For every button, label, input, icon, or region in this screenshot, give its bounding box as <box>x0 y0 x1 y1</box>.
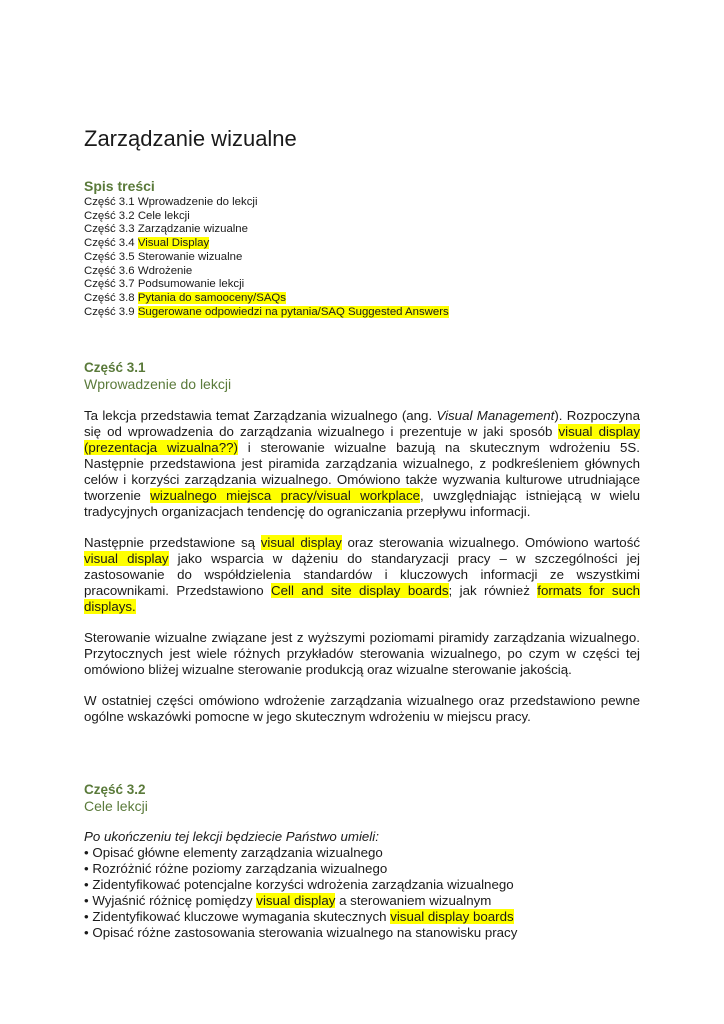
text-run: Następnie przedstawione są <box>84 535 261 551</box>
highlighted-text: visual display <box>84 551 169 567</box>
toc-item-prefix: Część 3.3 <box>84 223 138 236</box>
objective-item <box>84 925 640 941</box>
objectives-intro: Po ukończeniu tej lekcji będziecie Państwo umieli: <box>84 829 379 845</box>
text-run: ). Rozpoczyna się od wprowadzenia do zarządzania wizualnego i prezentuje w jaki sposób <box>84 408 640 440</box>
toc-item-prefix: Część 3.9 <box>84 305 138 318</box>
objectives-list <box>84 845 640 941</box>
toc-item[interactable] <box>84 306 640 320</box>
text-run: jako wsparcia w dążeniu do standaryzacji pracy – w szczególności jej zastosowanie do współdzielenia standardów i kluczowych informacji ze wszystkimi pracownikami. Przedstawiono <box>84 551 640 599</box>
highlighted-text: Cell and site display boards <box>271 583 449 599</box>
text-run: i sterowanie wizualne bazują na skutecznym wdrożeniu 5S. Następnie przedstawiona jest piramida zarządzania wizualnego, z podkreśleniem głównych celów i korzyści zarządzania wizualnego. Omówiono także wyzwania kulturowe utrudniające tworzenie <box>84 440 640 504</box>
highlighted-text: formats for such displays. <box>84 583 641 615</box>
paragraph <box>84 408 640 520</box>
objective-item <box>84 845 640 861</box>
text-run: , uwzględniając istniejącą w wielu tradycyjnych organizacjach tendencję do ograniczania przepływu informacji. <box>84 488 640 520</box>
toc-item-text: Visual Display <box>137 237 210 250</box>
text-run: • Opisać różne zastosowania sterowania wizualnego na stanowisku pracy <box>84 925 518 941</box>
section-number: Część 3.2 <box>84 782 146 798</box>
text-run: • Rozróżnić różne poziomy zarządzania wizualnego <box>84 861 388 877</box>
paragraph <box>84 693 640 725</box>
toc-item-prefix: Część 3.8 <box>84 291 138 304</box>
toc-item-text: Sterowanie wizualne <box>137 250 243 263</box>
text-run: ; jak również <box>448 583 538 599</box>
toc-item-text: Wdrożenie <box>137 264 193 277</box>
toc-item-prefix: Część 3.5 <box>84 250 138 263</box>
section-3-1 <box>84 359 640 725</box>
toc-item[interactable] <box>84 251 640 265</box>
section-3-2 <box>84 781 640 941</box>
toc-item-text: Wprowadzenie do lekcji <box>137 196 258 208</box>
italic-text: Visual Management <box>436 408 555 424</box>
toc-item-text: Pytania do samooceny/SAQs <box>137 291 286 304</box>
toc-item[interactable] <box>84 237 640 251</box>
highlighted-text: visual display <box>256 893 336 909</box>
text-run: • Zidentyfikować kluczowe wymagania skutecznych <box>84 909 391 925</box>
text-run: oraz sterowania wizualnego. Omówiono wartość <box>341 535 640 551</box>
text-run: W ostatniej części omówiono wdrożenie zarządzania wizualnego oraz przedstawiono pewne ogólne wskazówki pomocne w jego skutecznym wdrożeniu w miejscu pracy. <box>84 693 640 725</box>
objective-item <box>84 909 640 925</box>
highlighted-text: visual display <box>260 535 342 551</box>
highlighted-text: visual display boards <box>390 909 514 925</box>
text-run: • Opisać główne elementy zarządzania wizualnego <box>84 845 383 861</box>
toc-item-text: Podsumowanie lekcji <box>137 278 245 291</box>
text-run: Sterowanie wizualne związane jest z wyższymi poziomami piramidy zarządzania wizualnego. Przytocznych jest wiele różnych przykładów sterowania wizualnego, po czym w części tej omówiono bliżej wizualne sterowanie produkcją oraz wizualne sterowanie jakością. <box>84 630 640 678</box>
toc-item[interactable] <box>84 196 640 210</box>
section-number: Część 3.1 <box>84 360 146 376</box>
toc-item-text: Sugerowane odpowiedzi na pytania/SAQ Suggested Answers <box>137 305 449 318</box>
toc-item-prefix: Część 3.2 <box>84 209 138 222</box>
document-title: Zarządzanie wizualne <box>84 126 297 151</box>
toc-item-prefix: Część 3.4 <box>84 237 138 250</box>
text-run: • Wyjaśnić różnicę pomiędzy <box>84 893 257 909</box>
toc-item-text: Zarządzanie wizualne <box>137 223 248 236</box>
toc-item-text: Cele lekcji <box>137 209 190 222</box>
toc-heading: Spis treści <box>84 178 155 194</box>
objective-item <box>84 877 640 893</box>
section-subtitle: Cele lekcji <box>84 798 148 815</box>
section-subtitle: Wprowadzenie do lekcji <box>84 376 232 393</box>
toc-item[interactable] <box>84 210 640 224</box>
paragraph <box>84 535 640 615</box>
toc-item-prefix: Część 3.1 <box>84 196 138 208</box>
highlighted-text: visual display (prezentacja wizualna??) <box>84 424 640 456</box>
paragraph <box>84 630 640 678</box>
table-of-contents <box>84 177 640 319</box>
highlighted-text: wizualnego miejsca pracy/visual workplace <box>150 488 420 504</box>
objective-item <box>84 861 640 877</box>
text-run: • Zidentyfikować potencjalne korzyści wdrożenia zarządzania wizualnego <box>84 877 514 893</box>
text-run: Ta lekcja przedstawia temat Zarządzania wizualnego (ang. <box>84 408 437 424</box>
toc-list <box>84 196 640 319</box>
toc-item[interactable] <box>84 278 640 292</box>
toc-item-prefix: Część 3.6 <box>84 264 138 277</box>
text-run: a sterowaniem wizualnym <box>335 893 492 909</box>
toc-item[interactable] <box>84 265 640 279</box>
toc-item-prefix: Część 3.7 <box>84 278 138 291</box>
toc-item[interactable] <box>84 223 640 237</box>
toc-item[interactable] <box>84 292 640 306</box>
objective-item <box>84 893 640 909</box>
